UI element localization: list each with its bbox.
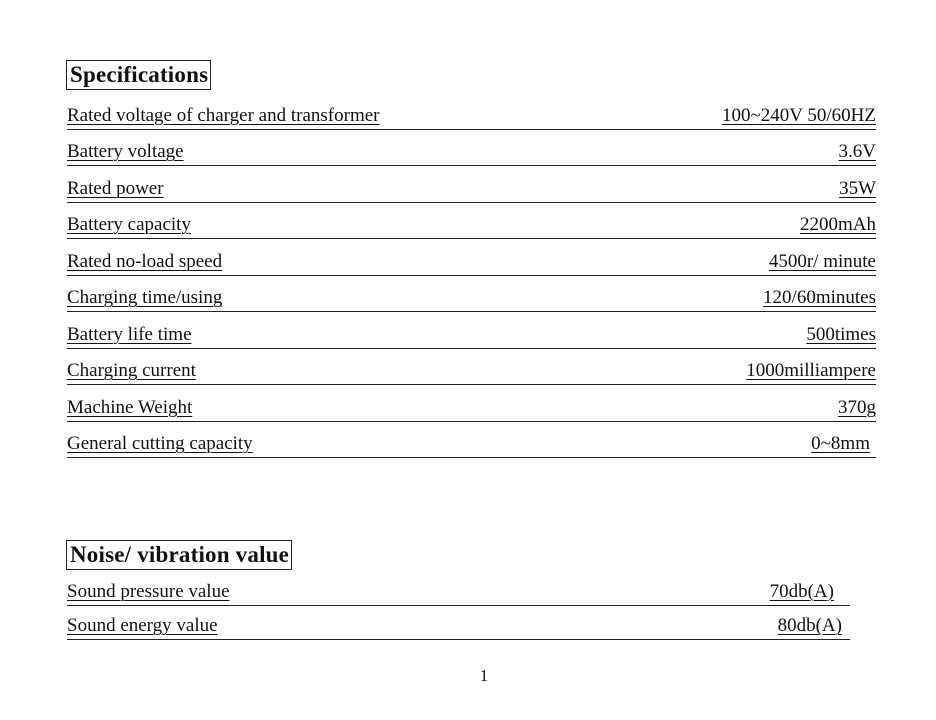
noise-value: 70db(A): [769, 580, 834, 602]
spec-value: 370g: [838, 396, 876, 418]
spec-label: Battery life time: [67, 323, 192, 345]
spec-value: 1000milliampere: [746, 360, 876, 381]
spec-label: Machine Weight: [67, 396, 193, 418]
spec-label: Charging current: [67, 360, 196, 381]
spec-row-no-load-speed: [67, 242, 876, 279]
spec-label: Rated power: [67, 177, 164, 199]
row-underline: [67, 275, 876, 276]
spec-label: Charging time/using: [67, 287, 223, 308]
row-underline: [67, 457, 876, 458]
spec-row-cutting-capacity: [67, 425, 876, 462]
spec-label: Battery capacity: [67, 214, 191, 235]
spec-row-charging-time: [67, 279, 876, 316]
spec-label: Rated no-load speed: [67, 250, 223, 272]
spec-value: 35W: [839, 177, 876, 199]
spec-value: 100~240V 50/60HZ: [721, 104, 876, 126]
spec-label: Rated voltage of charger and transformer: [67, 104, 380, 126]
noise-row-sound-pressure: [67, 574, 850, 609]
page-number: 1: [479, 666, 489, 685]
spec-row-rated-voltage: [67, 96, 876, 133]
spec-value: 2200mAh: [800, 214, 876, 235]
spec-row-battery-voltage: [67, 133, 876, 170]
spec-value: 120/60minutes: [763, 287, 876, 308]
spec-value: 4500r/ minute: [768, 250, 876, 272]
spec-value: 500times: [806, 323, 876, 345]
row-underline: [67, 311, 876, 312]
noise-row-sound-energy: [67, 609, 850, 644]
noise-label: Sound energy value: [67, 615, 218, 636]
spec-value: 3.6V: [838, 141, 876, 162]
row-underline: [67, 639, 850, 640]
spec-row-battery-capacity: [67, 206, 876, 243]
noise-value: 80db(A): [777, 615, 842, 636]
spec-row-rated-power: [67, 169, 876, 206]
spec-row-machine-weight: [67, 388, 876, 425]
row-underline: [67, 238, 876, 239]
row-underline: [67, 605, 850, 606]
spec-row-charging-current: [67, 352, 876, 389]
specifications-table: [67, 96, 876, 461]
row-underline: [67, 165, 876, 166]
row-underline: [67, 384, 876, 385]
noise-vibration-heading: Noise/ vibration value: [66, 540, 292, 570]
row-underline: [67, 348, 876, 349]
noise-label: Sound pressure value: [67, 580, 230, 602]
row-underline: [67, 421, 876, 422]
row-underline: [67, 129, 876, 130]
spec-row-battery-life: [67, 315, 876, 352]
noise-vibration-table: [67, 574, 850, 643]
spec-value: 0~8mm: [811, 433, 870, 454]
spec-label: Battery voltage: [67, 141, 184, 162]
row-underline: [67, 202, 876, 203]
spec-label: General cutting capacity: [67, 433, 253, 454]
specifications-heading: Specifications: [66, 60, 211, 90]
